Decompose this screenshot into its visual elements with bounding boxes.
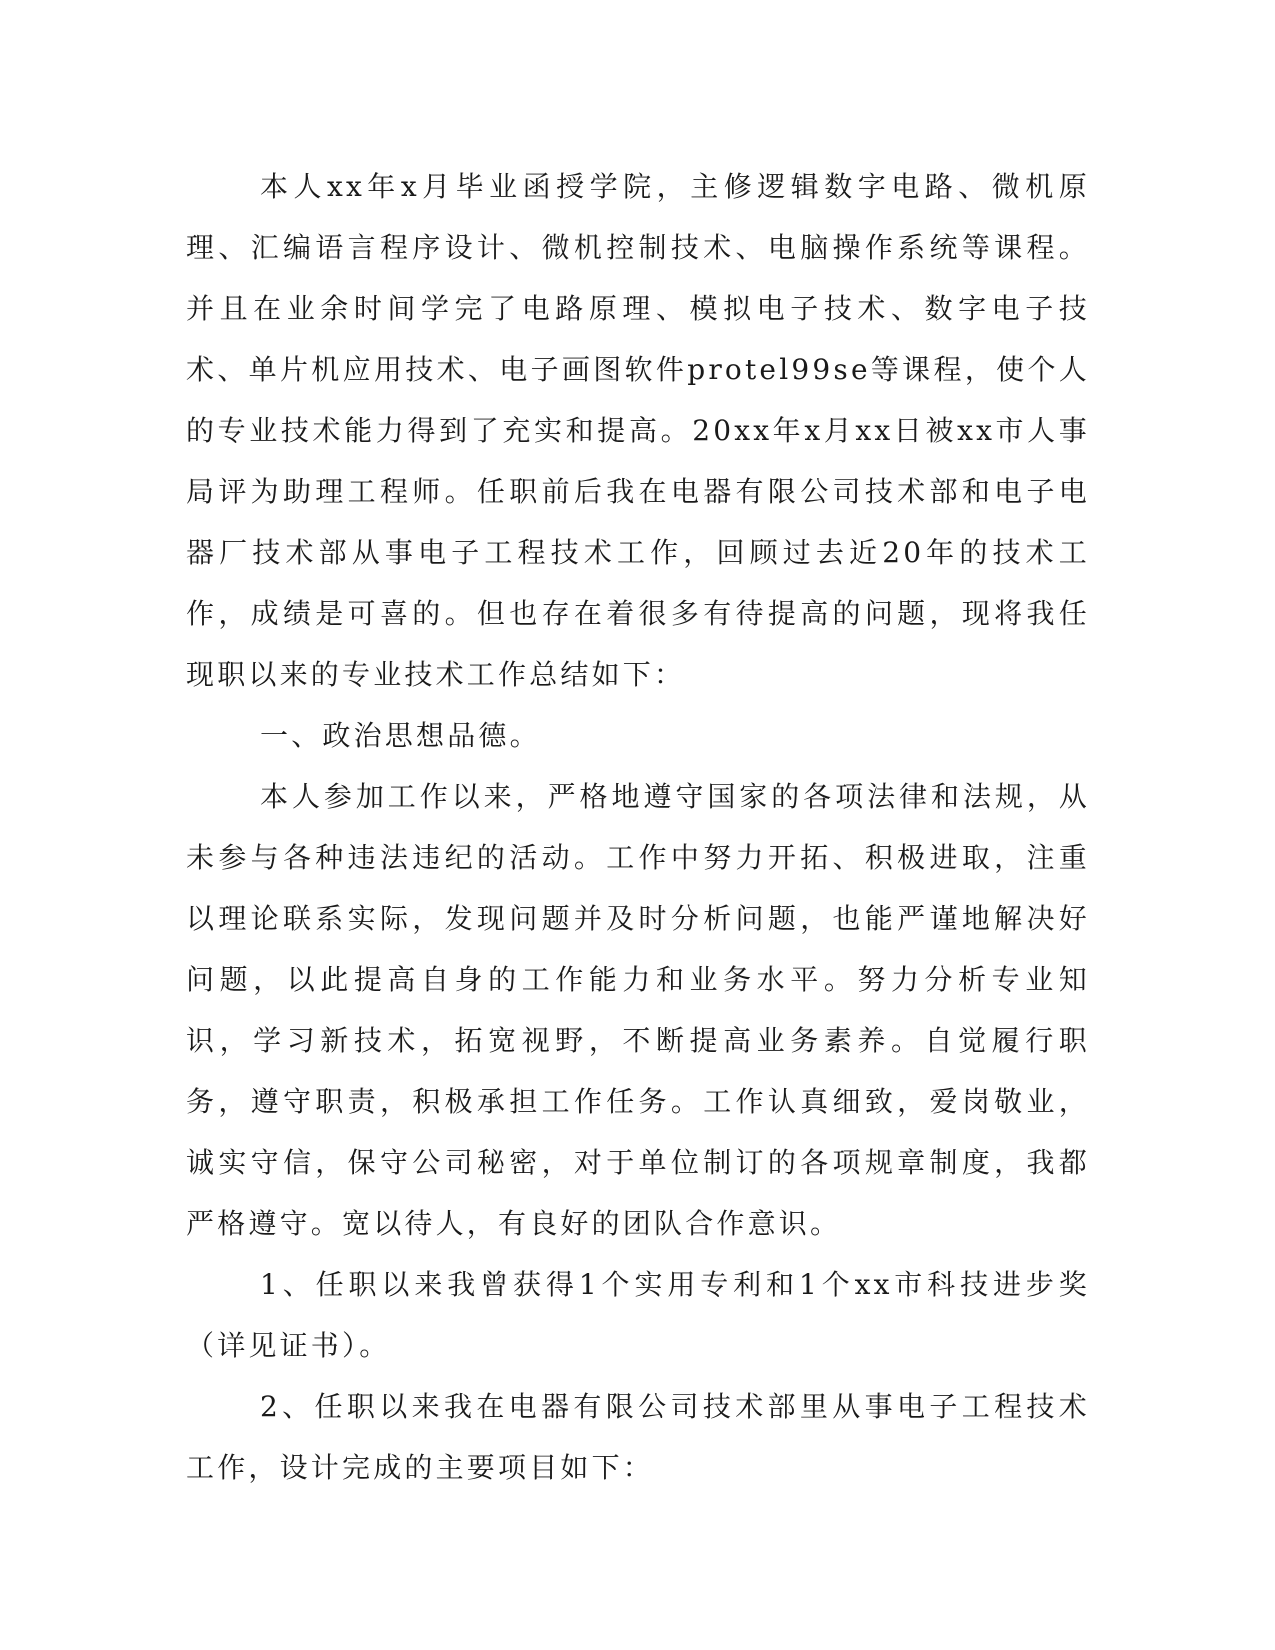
- document-body: [186, 156, 1090, 1498]
- paragraph-intro: 本人xx年x月毕业函授学院，主修逻辑数字电路、微机原理、汇编语言程序设计、微机控制技术、电脑操作系统等课程。并且在业余时间学完了电路原理、模拟电子技术、数字电子技术、单片机应用技术、电子画图软件protel99se等课程，使个人的专业技术能力得到了充实和提高。20xx年x月xx日被xx市人事局评为助理工程师。任职前后我在电器有限公司技术部和电子电器厂技术部从事电子工程技术工作，回顾过去近20年的技术工作，成绩是可喜的。但也存在着很多有待提高的问题，现将我任现职以来的专业技术工作总结如下：: [186, 170, 1090, 691]
- paragraph-political: 本人参加工作以来，严格地遵守国家的各项法律和法规，从未参与各种违法违纪的活动。工作中努力开拓、积极进取，注重以理论联系实际，发现问题并及时分析问题，也能严谨地解决好问题，以此提高自身的工作能力和业务水平。努力分析专业知识，学习新技术，拓宽视野，不断提高业务素养。自觉履行职务，遵守职责，积极承担工作任务。工作认真细致，爱岗敬业，诚实守信，保守公司秘密，对于单位制订的各项规章制度，我都严格遵守。宽以待人，有良好的团队合作意识。: [186, 780, 1090, 1240]
- paragraph-item-2: 2、任职以来我在电器有限公司技术部里从事电子工程技术工作，设计完成的主要项目如下：: [186, 1390, 1090, 1484]
- section-heading-political: 一、政治思想品德。: [260, 719, 541, 752]
- paragraph-item-1: 1、任职以来我曾获得1个实用专利和1个xx市科技进步奖（详见证书）。: [186, 1268, 1090, 1362]
